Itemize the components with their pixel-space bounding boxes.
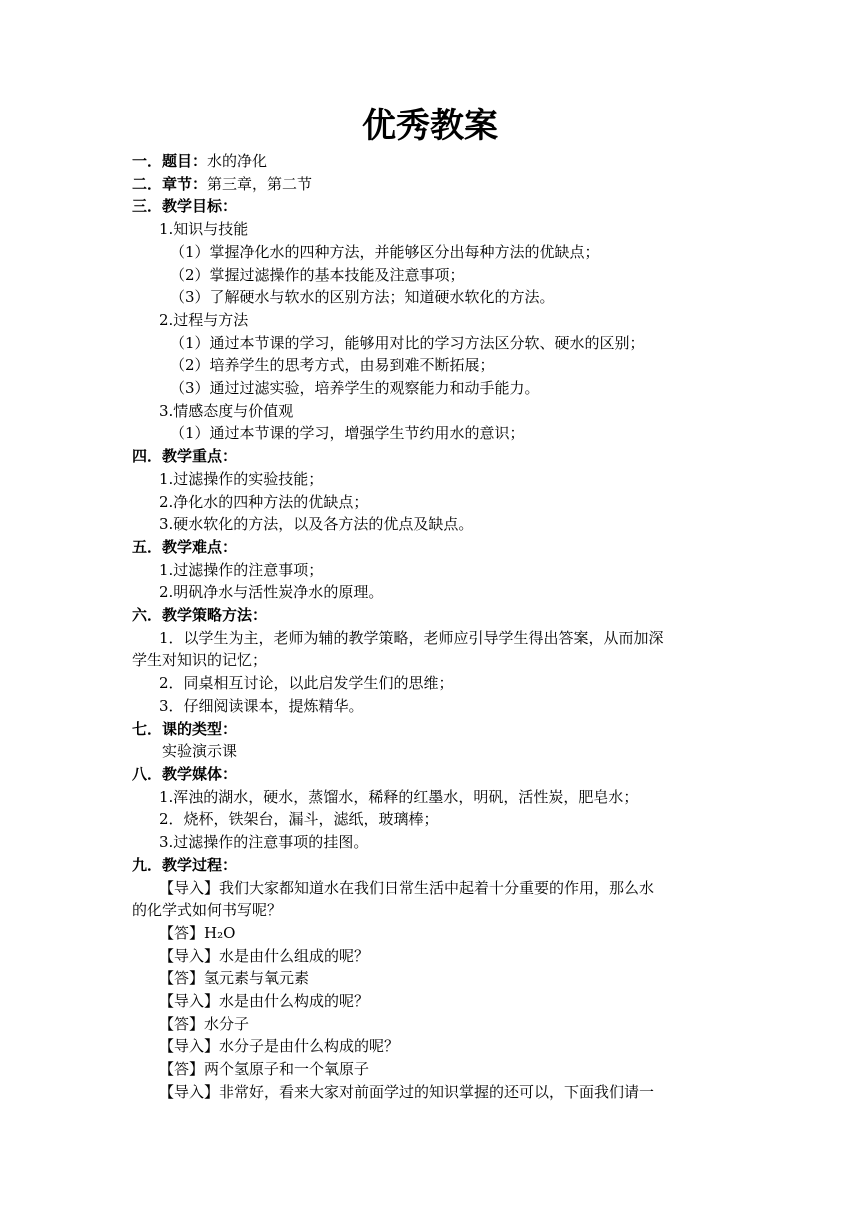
section-heading [132, 173, 736, 196]
text-line: 【导入】水分子是由什么构成的呢？ [159, 1037, 400, 1056]
text-line: 3.硬水软化的方法，以及各方法的优点及缺点。 [159, 515, 474, 534]
text-line: 1．以学生为主，老师为辅的教学策略，老师应引导学生得出答案，从而加深 [159, 628, 664, 647]
text-line: 【导入】我们大家都知道水在我们日常生活中起着十分重要的作用，那么水 [159, 878, 655, 897]
text-line: 实验演示课 [162, 742, 238, 761]
section-value: 第三章，第二节 [207, 174, 313, 193]
section-heading [132, 604, 736, 627]
text-line: 3．仔细阅读课本，提炼精华。 [159, 696, 364, 715]
text-line: 2．烧杯，铁架台，漏斗，滤纸，玻璃棒； [159, 810, 439, 829]
text-line: 【答】H₂O [159, 923, 236, 942]
section-label: 八．教学媒体： [132, 764, 238, 783]
document-body [132, 150, 736, 1104]
text-line: 3.过滤操作的注意事项的挂图。 [159, 833, 369, 852]
text-line: （1）通过本节课的学习，增强学生节约用水的意识； [170, 424, 525, 443]
section-label: 五．教学难点： [132, 537, 238, 556]
text-line: 【导入】水是由什么构成的呢？ [159, 992, 370, 1011]
text-line: 1.过滤操作的注意事项； [159, 560, 324, 579]
document-title: 优秀教案 [362, 106, 498, 146]
section-label: 六．教学策略方法： [132, 606, 268, 625]
text-line: （2）培养学生的思考方式，由易到难不断拓展； [170, 356, 495, 375]
text-line: 2．同桌相互讨论，以此启发学生们的思维； [159, 674, 454, 693]
text-line: 2.净化水的四种方法的优缺点； [159, 492, 369, 511]
section-heading [132, 445, 736, 468]
section-label: 四．教学重点： [132, 447, 238, 466]
text-line: （1）掌握净化水的四种方法，并能够区分出每种方法的优缺点； [170, 242, 600, 261]
section-label: 二．章节： [132, 174, 208, 193]
text-line: 【答】水分子 [159, 1014, 250, 1033]
section-label: 三．教学目标： [132, 197, 238, 216]
section-heading [132, 763, 736, 786]
text-line: 2.过程与方法 [159, 310, 249, 329]
text-line: 学生对知识的记忆； [132, 651, 268, 670]
section-heading [132, 854, 736, 877]
text-line: 3.情感态度与价值观 [159, 401, 294, 420]
section-heading [132, 718, 736, 741]
text-line: 1.过滤操作的实验技能； [159, 469, 324, 488]
text-line: （2）掌握过滤操作的基本技能及注意事项； [170, 265, 465, 284]
text-line: （3）了解硬水与软水的区别方法；知道硬水软化的方法。 [170, 288, 555, 307]
section-heading [132, 150, 736, 173]
text-line: 【导入】非常好，看来大家对前面学过的知识掌握的还可以，下面我们请一 [159, 1082, 655, 1101]
section-heading [132, 195, 736, 218]
text-line: （1）通过本节课的学习，能够用对比的学习方法区分软、硬水的区别； [170, 333, 645, 352]
text-line: 的化学式如何书写呢？ [132, 901, 283, 920]
section-label: 一．题目： [132, 152, 208, 170]
text-line: 1.知识与技能 [159, 220, 249, 239]
text-line: 1.浑浊的湖水，硬水，蒸馏水，稀释的红墨水，明矾，活性炭，肥皂水； [159, 787, 639, 806]
text-line: 【答】氢元素与氧元素 [159, 969, 310, 988]
text-line: 2.明矾净水与活性炭净水的原理。 [159, 583, 384, 602]
text-line: 【答】两个氢原子和一个氧原子 [159, 1060, 370, 1079]
section-value: 水的净化 [207, 152, 268, 170]
text-line: （3）通过过滤实验，培养学生的观察能力和动手能力。 [170, 379, 540, 398]
text-line: 【导入】水是由什么组成的呢？ [159, 946, 370, 965]
section-label: 七．课的类型： [132, 719, 238, 738]
section-heading [132, 536, 736, 559]
section-label: 九．教学过程： [132, 855, 238, 874]
